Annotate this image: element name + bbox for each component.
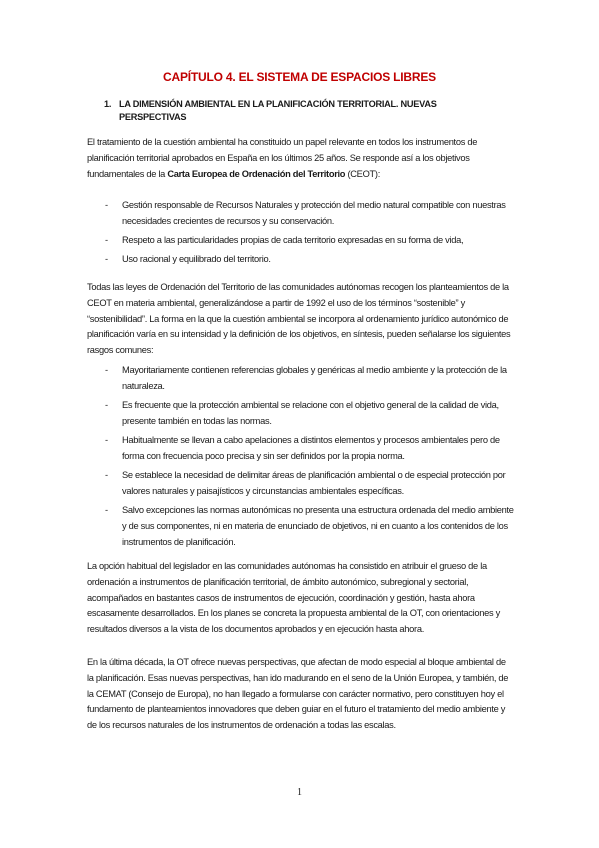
common-traits-list	[105, 363, 514, 554]
list-item	[105, 233, 514, 249]
bullet-icon: -	[105, 400, 108, 411]
list-item-text: Se establece la necesidad de delimitar áreas de planificación ambiental o de especial protección por valores naturales y paisajísticos y circunstancias ambientales específicas.	[122, 470, 506, 497]
paragraph-1-text: El tratamiento de la cuestión ambiental ha constituido un papel relevante en todos los instrumentos de planificación territorial aprobados en España en los últimos 25 años. Se responde así a los objetivos fundamentales de la	[87, 137, 478, 179]
paragraph-3: La opción habitual del legislador en las comunidades autónomas ha consistido en atribuir el grueso de la ordenación a instrumentos de planificación territorial, de ámbito autonómico, subregional y sectorial, acompañados en bastantes casos de instrumentos de ejecución, coordinación y gestión, hasta ahora escasamente desarrollados. En los planes se concreta la propuesta ambiental de la OT, con orientaciones y resultados diversos a la vista de los documentos aprobados y en ejecución hasta ahora.	[87, 561, 500, 635]
list-item-text: Respeto a las particularidades propias de cada territorio expresadas en su forma de vida,	[122, 235, 464, 246]
list-item	[105, 468, 514, 500]
section-title: LA DIMENSIÓN AMBIENTAL EN LA PLANIFICACIÓN TERRITORIAL. NUEVAS PERSPECTIVAS	[119, 99, 437, 122]
list-item	[105, 433, 514, 465]
section-heading	[104, 98, 504, 124]
list-item	[105, 252, 514, 268]
list-item	[105, 198, 514, 230]
list-item-text: Gestión responsable de Recursos Naturales y protección del medio natural compatible con nuestras necesidades crecientes de recursos y su conservación.	[122, 200, 506, 226]
bullet-icon: -	[105, 254, 108, 265]
list-item	[105, 503, 514, 550]
bullet-icon: -	[105, 200, 108, 210]
chapter-title: CAPÍTULO 4. EL SISTEMA DE ESPACIOS LIBRES	[163, 70, 436, 84]
list-item-text: Salvo excepciones las normas autonómicas no presenta una estructura ordenada del medio ambiente y de sus componentes, ni en materia de enunciado de objetivos, ni en cuanto a los contenidos de los instrumentos de planificación.	[122, 505, 514, 547]
list-item	[105, 363, 514, 395]
objectives-list	[105, 198, 514, 272]
list-item-text: Habitualmente se llevan a cabo apelaciones a distintos elementos y procesos ambientales pero de forma con frecuencia poco precisa y sin ser definidos por la propia norma.	[122, 435, 500, 461]
page-number: 1	[297, 787, 302, 798]
bullet-icon: -	[105, 365, 108, 375]
list-item-text: Es frecuente que la protección ambiental se relacione con el objetivo general de la calidad de vida, presente también en todas las normas.	[122, 400, 499, 426]
paragraph-1	[87, 135, 514, 182]
paragraph-2: Todas las leyes de Ordenación del Territorio de las comunidades autónomas recogen los planteamientos de la CEOT en materia ambiental, generalizándose a partir de 1992 el uso de los términos “sostenible” y “sostenibilidad”. La forma en la que la cuestión ambiental se incorpora al ordenamiento jurídico autonómico de planificación varía en su intensidad y la definición de los objetivos, en síntesis, pueden señalarse los siguientes rasgos comunes:	[87, 282, 511, 356]
section-number: 1.	[104, 99, 112, 109]
bullet-icon: -	[105, 470, 108, 481]
paragraph-1-bold: Carta Europea de Ordenación del Territorio	[167, 168, 346, 179]
bullet-icon: -	[105, 505, 108, 516]
list-item-text: Mayoritariamente contienen referencias globales y genéricas al medio ambiente y la protección de la naturaleza.	[122, 365, 507, 391]
bullet-icon: -	[105, 435, 108, 446]
bullet-icon: -	[105, 235, 108, 246]
paragraph-4: En la última década, la OT ofrece nuevas perspectivas, que afectan de modo especial al bloque ambiental de la planificación. Esas nuevas perspectivas, han ido madurando en el seno de la Unión Europea, y también, de la CEMAT (Consejo de Europa), no han llegado a formularse con carácter normativo, pero constituyen hoy el fundamento de planteamientos innovadores que deben guiar en el futuro el tratamiento del medio ambiente y de los recursos naturales de los instrumentos de ordenación a todas las escalas.	[87, 657, 509, 731]
paragraph-1-end: (CEOT):	[345, 168, 380, 179]
list-item-text: Uso racional y equilibrado del territorio.	[122, 254, 271, 265]
list-item	[105, 398, 514, 430]
